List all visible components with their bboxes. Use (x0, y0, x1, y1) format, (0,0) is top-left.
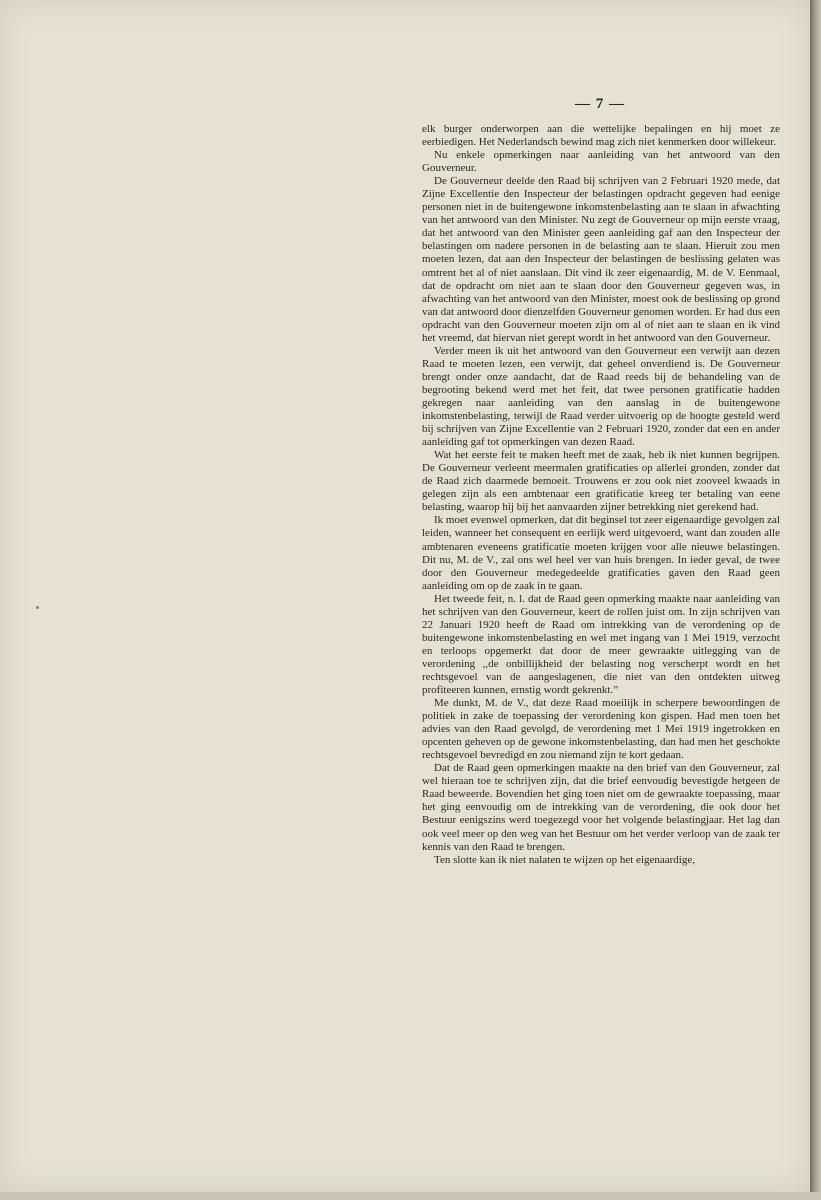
body-text-column (422, 123, 780, 867)
paragraph-4: Verder meen ik uit het antwoord van den Gouverneur een verwijt aan dezen Raad te moeten lezen, een verwijt, dat geheel onverdiend is. De Gouverneur brengt onder onze aandacht, dat de Raad reeds bij de behandeling van de begrooting bekend werd met het feit, dat twee personen gratificatie hadden gekregen naar aanleiding van den aanslag in de buitengewone inkomstenbelasting, terwijl de Raad verder uitvoerig op de hoogte gesteld werd bij schrijven van Zijne Excellentie van 2 Februari 1920, zonder dat een en ander aanleiding gaf tot opmerkingen van dezen Raad. (422, 344, 780, 449)
paragraph-7: Het tweede feit, n. l. dat de Raad geen opmerking maakte naar aanleiding van het schrijven van den Gouverneur, keert de rollen juist om. In zijn schrijven van 22 Januari 1920 heeft de Raad om intrekking van de verordening op de buitengewone inkomstenbelasting en wel met ingang van 1 Mei 1919, verzocht en terloops opgemerkt dat door de meer gewraakte uitlegging van de verordening ,,de onbillijkheid der belasting nog verscherpt wordt en het rechtsgevoel van de aangeslagenen, die niet van den ontdekten uitweg profiteeren kunnen, ernstig wordt gekrenkt.” (422, 592, 780, 697)
scan-bottom-edge (0, 1192, 821, 1200)
paragraph-6: Ik moet evenwel opmerken, dat dit beginsel tot zeer eigenaardige gevolgen zal leiden, wanneer het consequent en eerlijk werd uitgevoerd, want dan zouden alle ambtenaren eveneens gratificatie moeten krijgen voor alle nieuwe belastingen. Dit nu, M. de V., zal ons wel heel ver van huis brengen. In ieder geval, de twee door den Gouverneur medegedeelde gratificaties gaven den Raad geen aanleiding om op de zaak in te gaan. (422, 514, 780, 592)
paragraph-3: De Gouverneur deelde den Raad bij schrijven van 2 Februari 1920 mede, dat Zijne Excellentie den Inspecteur der belastingen opdracht gegeven had eenige personen niet in de buitengewone inkomstenbelasting aan te slaan in afwachting van het antwoord van den Minister. Nu zegt de Gouverneur op mijn eerste vraag, dat het antwoord van den Minister geen aanleiding gaf aan den Inspecteur der belastingen om nadere personen in de belasting aan te slaan. Hieruit zou men moeten lezen, dat aan den Inspecteur der belastingen de beslissing gelaten was omtrent het al of niet aanslaan. Dit vind ik zeer eigenaardig, M. de V. Eenmaal, dat de opdracht om niet aan te slaan door den Gouverneur gegeven was, in afwachting van het antwoord van den Minister, moest ook de beslissing op grond van dat antwoord door dienzelfden Gouverneur genomen worden. Er had dus een opdracht van den Gouverneur moeten zijn om al of niet aan te slaan en ik vind het vreemd, dat hiervan niet gerept wordt in het antwoord van den Gouverneur. (422, 175, 780, 344)
paragraph-1: elk burger onderworpen aan die wettelijke bepalingen en hij moet ze eerbiedigen. Het Nederlandsch bewind mag zich niet kenmerken door willekeur. (422, 123, 780, 149)
paragraph-5: Wat het eerste feit te maken heeft met de zaak, heb ik niet kunnen begrijpen. De Gouverneur verleent meermalen gratificaties op allerlei gronden, zonder dat de Raad zich daarmede bemoeit. Trouwens er zou ook niet zooveel kwaads in gelegen zijn als een ambtenaar een gratificatie kreeg ter betaling van eene belasting, waarop hij bij het aanvaarden zijner betrekking niet gerekend had. (422, 449, 780, 514)
paper-speck (36, 606, 39, 609)
paragraph-8: Me dunkt, M. de V., dat deze Raad moeilijk in scherpere bewoordingen de politiek in zake de toepassing der verordening kon gispen. Had men toen het advies van den Raad gevolgd, de verordening met 1 Mei 1919 ingetrokken en opcenten geheven op de gewone inkomstenbelasting, dan had men het geschokte rechtsgevoel bevredigd en zou niemand zijn te kort gedaan. (422, 697, 780, 762)
paragraph-2: Nu enkele opmerkingen naar aanleiding van het antwoord van den Gouverneur. (422, 149, 780, 175)
scan-edge-shadow (810, 0, 821, 1200)
paragraph-10: Ten slotte kan ik niet nalaten te wijzen op het eigenaardige, (434, 853, 695, 866)
paragraph-9: Dat de Raad geen opmerkingen maakte na den brief van den Gouverneur, zal wel hieraan toe te schrijven zijn, dat die brief eenvoudig bevestigde hetgeen de Raad beweerde. Bovendien het ging toen niet om de gewraakte toepassing, maar het ging eenvoudig om de intrekking van de verordening, die ook door het Bestuur eenigszins werd toegezegd voor het volgende belastingjaar. Het lag dan ook veel meer op den weg van het Bestuur om het verder verloop van de zaak ter kennis van den Raad te brengen. (422, 762, 780, 853)
page-number: — 7 — (575, 96, 625, 112)
